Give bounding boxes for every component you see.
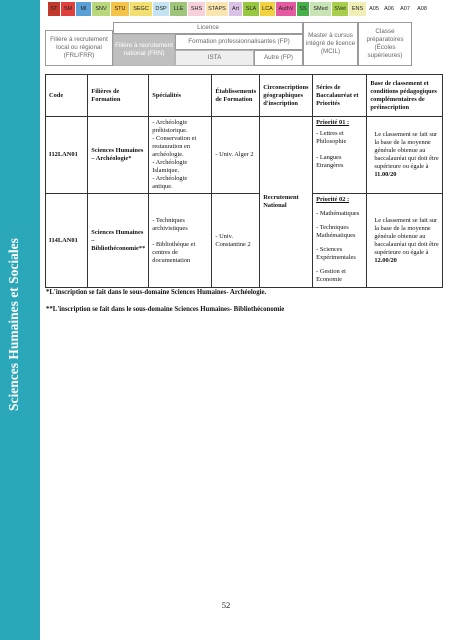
- specialite-item: - Archéologie Islamique.: [152, 159, 188, 174]
- ista-label: ISTA: [207, 53, 222, 61]
- domain-tab-a06[interactable]: A06: [382, 2, 397, 16]
- domain-tab-staps[interactable]: STAPS: [206, 2, 229, 16]
- footnote-bibliotheconomie: **L'inscription se fait dans le sous-domaine Sciences Humaines- Bibliothéconomie: [46, 306, 285, 313]
- sidebar-band: [0, 0, 40, 640]
- domain-tab-stu[interactable]: STU: [111, 2, 130, 16]
- classe-prepa-label: Classe préparatoires (Écoles supérieures): [366, 27, 404, 60]
- ista-box: [175, 50, 254, 66]
- header-specialites: Spécialités: [149, 75, 212, 117]
- domain-tab-art[interactable]: Art: [229, 2, 243, 16]
- base-seuil: 11.00/20: [374, 171, 397, 178]
- row-circonscription: Recrutement National: [260, 117, 313, 288]
- base-text: Le classement se fait sur la base de la moyenne générale obtenue au baccalauréat qui doit être supérieure ou égale à: [374, 216, 439, 256]
- specialite-item: - Bibliothèque et centres de documentation: [152, 240, 196, 264]
- row-specialites: [149, 194, 212, 288]
- row-code: I14LAN01: [46, 194, 88, 288]
- row-etablissement: - Univ. Constantine 2: [212, 194, 260, 288]
- row-etablissement: - Univ. Alger 2: [212, 117, 260, 194]
- formation-pro-label: Formation professionnalisantes (FP): [188, 37, 290, 45]
- priorite-item: - Gestion et Economie: [316, 268, 346, 283]
- domain-tab-sm[interactable]: SM: [61, 2, 76, 16]
- filiere-national-box: [113, 34, 175, 66]
- domain-tab-lle[interactable]: LLE: [170, 2, 188, 16]
- domain-tab-bar: [48, 2, 431, 16]
- master-cursus-box: [303, 22, 358, 66]
- page-number: 52: [221, 600, 231, 610]
- domain-tab-mi[interactable]: MI: [76, 2, 92, 16]
- licence-label: Licence: [197, 23, 219, 31]
- domain-tab-authv[interactable]: AuthV: [276, 2, 297, 16]
- table-row: [46, 194, 443, 288]
- domain-tab-shs[interactable]: SHS: [188, 2, 206, 16]
- domain-tab-a05[interactable]: A05: [367, 2, 382, 16]
- header-code: Code: [46, 75, 88, 117]
- table-row: [46, 117, 443, 194]
- domain-tab-smed[interactable]: SMed: [310, 2, 332, 16]
- domain-tab-ss[interactable]: SS: [297, 2, 310, 16]
- autre-fp-box: [254, 50, 303, 66]
- base-text: Le classement se fait sur la base de la moyenne générale obtenue au baccalauréat qui doit être supérieure ou égale à: [374, 131, 439, 170]
- footnote-archeologie: *L'inscription se fait dans le sous-domaine Sciences Humaines- Archéologie.: [46, 289, 267, 296]
- row-filiere: Sciences Humaines – Archéologie*: [88, 117, 149, 194]
- header-circonscriptions: Circonscriptions géographiques d'inscription: [260, 75, 313, 117]
- licence-box: [113, 22, 303, 34]
- sidebar-title: Sciences Humaines et Sociales: [6, 238, 21, 412]
- domain-tab-a07[interactable]: A07: [397, 2, 414, 16]
- priorite-item: - Techniques Mathématiques: [316, 224, 356, 239]
- domain-tab-sla[interactable]: SLA: [243, 2, 260, 16]
- priorite-title: Priorité 01 :: [316, 119, 350, 126]
- specialite-item: - Techniques archivistiques: [152, 216, 188, 232]
- priorite-item: - Sciences Expérimentales: [316, 246, 356, 261]
- specialite-item: - Conservation et restauration en archéologie.: [152, 135, 197, 158]
- row-filiere: Sciences Humaines – Bibliothéconomie**: [88, 194, 149, 288]
- filiere-national-label: Filière à recrutement national (FRN): [115, 41, 173, 57]
- master-cursus-label: Master à cursus intégré de licence (MCIL): [305, 31, 356, 56]
- row-priorites: [313, 117, 367, 194]
- row-base: [367, 117, 443, 194]
- autre-fp-label: Autre (FP): [263, 53, 294, 61]
- row-priorites: [313, 194, 367, 288]
- table-header-row: [46, 75, 443, 117]
- filiere-recrutement-label: Filière à recrutement local ou régional (FRL/FRR): [50, 35, 108, 60]
- domain-tab-dsp[interactable]: DSP: [153, 2, 170, 16]
- base-seuil: 12.00/20: [374, 256, 397, 264]
- header-etablissements: Établissements de Formation: [212, 75, 260, 117]
- filiere-recrutement-box: [45, 30, 113, 66]
- priorite-item: - Mathématiques: [316, 210, 360, 217]
- domain-tab-snv[interactable]: SNV: [92, 2, 111, 16]
- domain-tab-lca[interactable]: LCA: [260, 2, 276, 16]
- formation-pro-box: [175, 34, 303, 50]
- header-series: Séries de Baccalauréat et Priorités: [313, 75, 367, 117]
- domain-tab-st[interactable]: ST: [48, 2, 61, 16]
- priorite-title: Priorité 02 :: [316, 196, 350, 203]
- formation-table: [45, 74, 443, 288]
- domain-tab-svet[interactable]: SVet: [332, 2, 349, 16]
- classe-prepa-box: [358, 22, 412, 66]
- row-specialites: [149, 117, 212, 194]
- row-code: I12LAN01: [46, 117, 88, 194]
- header-filieres: Filières de Formation: [88, 75, 149, 117]
- row-base: [367, 194, 443, 288]
- domain-tab-a08[interactable]: A08: [414, 2, 431, 16]
- domain-tab-ens[interactable]: ENS: [349, 2, 367, 16]
- specialite-item: - Archéologie préhistorique.: [152, 119, 188, 134]
- priorite-item: - Lettres et Philosophie: [316, 130, 347, 145]
- priorite-item: - Langues Etrangères: [316, 154, 344, 169]
- specialite-item: - Archéologie antique.: [152, 175, 188, 190]
- header-base: Base de classement et conditions pédagogiques complémentaires de préinscription: [367, 75, 443, 117]
- domain-tab-segc[interactable]: SEGC: [130, 2, 153, 16]
